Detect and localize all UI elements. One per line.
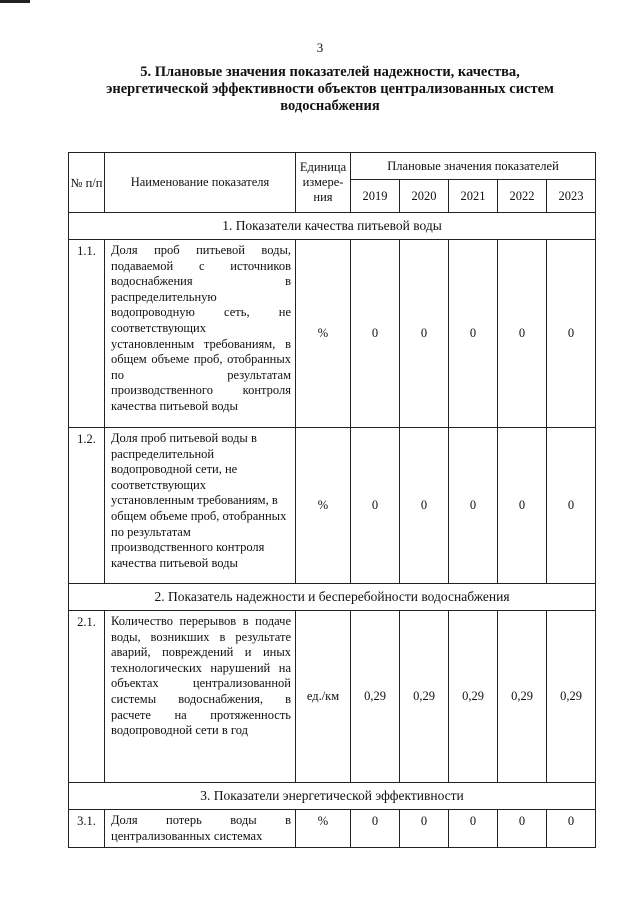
section-heading: 3. Показатели энергетической эффективности <box>69 783 596 810</box>
header-unit: Единица измере-ния <box>296 153 351 213</box>
section-title: 5. Плановые значения показателей надежности, качества, энергетической эффективности объектов централизованных систем водоснабжения <box>106 64 554 114</box>
table-row <box>69 810 596 848</box>
row-unit: % <box>296 428 351 584</box>
header-name: Наименование показателя <box>105 153 296 213</box>
row-value: 0 <box>547 240 596 428</box>
header-year: 2022 <box>498 180 547 213</box>
row-value: 0 <box>400 810 449 848</box>
row-name: Доля проб питьевой воды в распределительной водопроводной сети, не соответствующих установленным требованиям, в общем объеме проб, отобранных по результатам производственного контроля качества питьевой воды <box>105 428 296 584</box>
row-value: 0,29 <box>400 611 449 783</box>
section-heading: 2. Показатель надежности и бесперебойности водоснабжения <box>69 584 596 611</box>
row-number: 2.1. <box>69 611 105 783</box>
row-value: 0 <box>351 240 400 428</box>
table-row <box>69 611 596 783</box>
row-value: 0 <box>449 240 498 428</box>
row-value: 0 <box>449 428 498 584</box>
header-year: 2021 <box>449 180 498 213</box>
page-number: 3 <box>316 40 324 55</box>
header-number: № п/п <box>69 153 105 213</box>
row-name: Доля потерь воды в централизованных системах <box>105 810 296 848</box>
row-value: 0 <box>351 428 400 584</box>
row-number: 1.2. <box>69 428 105 584</box>
row-value: 0 <box>547 810 596 848</box>
section-heading: 1. Показатели качества питьевой воды <box>69 213 596 240</box>
row-value: 0 <box>547 428 596 584</box>
row-name: Количество перерывов в подаче воды, возникших в результате аварий, повреждений и иных технологических нарушений на объектах централизованной системы водоснабжения, в расчете на протяженность водопроводной сети в год <box>105 611 296 783</box>
row-value: 0,29 <box>351 611 400 783</box>
row-value: 0 <box>351 810 400 848</box>
row-value: 0 <box>449 810 498 848</box>
row-value: 0 <box>498 428 547 584</box>
row-value: 0 <box>400 240 449 428</box>
row-value: 0,29 <box>547 611 596 783</box>
table-row <box>69 428 596 584</box>
row-unit: ед./км <box>296 611 351 783</box>
corner-mark <box>0 0 30 3</box>
row-unit: % <box>296 240 351 428</box>
row-number: 1.1. <box>69 240 105 428</box>
row-unit: % <box>296 810 351 848</box>
row-value: 0 <box>400 428 449 584</box>
table-row <box>69 240 596 428</box>
row-value: 0,29 <box>449 611 498 783</box>
row-value: 0 <box>498 810 547 848</box>
header-year: 2023 <box>547 180 596 213</box>
row-name: Доля проб питьевой воды, подаваемой с источников водоснабжения в распределительную водопроводную сеть, не соответствующих установленным требованиям, в общем объеме проб, отобранных по результатам производственного контроля качества питьевой воды <box>105 240 296 428</box>
header-plan-values: Плановые значения показателей <box>351 153 596 180</box>
row-value: 0 <box>498 240 547 428</box>
row-value: 0,29 <box>498 611 547 783</box>
row-number: 3.1. <box>69 810 105 848</box>
header-year: 2019 <box>351 180 400 213</box>
header-year: 2020 <box>400 180 449 213</box>
indicators-table <box>68 152 596 848</box>
